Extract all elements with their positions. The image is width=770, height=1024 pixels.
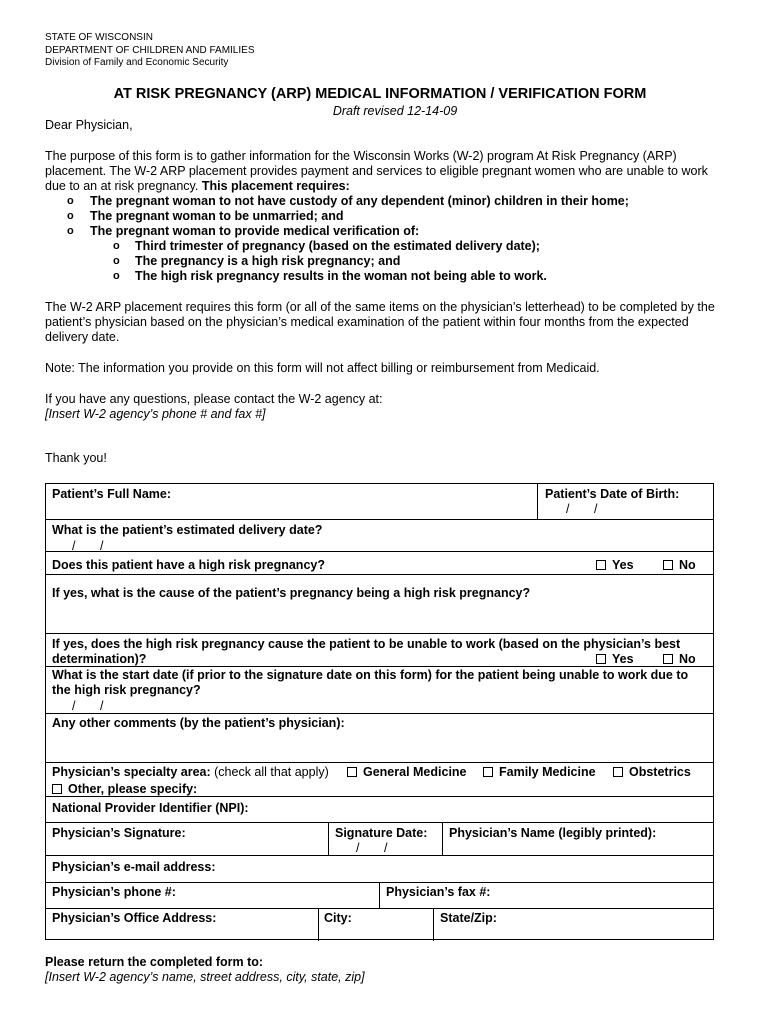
checkbox-icon[interactable]: [663, 654, 673, 664]
state-zip-label: State/Zip:: [440, 911, 497, 925]
date-slash: /: [100, 699, 104, 713]
requirement-item: o The pregnant woman to provide medical verification of:: [67, 223, 420, 238]
intro-text: The purpose of this form is to gather information for the Wisconsin Works (W-2) program At Risk Pregnancy (ARP) placement. The W-2 ARP placement provides payment and services to eligible pregnant women who are unable to work due to an at risk pregnancy.: [45, 148, 708, 193]
city-label: City:: [324, 911, 352, 925]
medicaid-note: Note: The information you provide on this form will not affect billing or reimbursement from Medicaid.: [45, 360, 600, 375]
placement-paragraph: The W-2 ARP placement requires this form (or all of the same items on the physician’s letterhead) to be completed by the patient’s physician based on the physician’s medical examination of the patient within four months from the expected delivery date.: [45, 299, 715, 344]
intro-paragraph: [45, 149, 715, 194]
verification-form-table: [45, 483, 714, 940]
thank-you: Thank you!: [45, 450, 107, 465]
requirement-item: o The pregnant woman to be unmarried; and: [67, 208, 344, 223]
checkbox-icon[interactable]: [52, 784, 62, 794]
start-date-question-line1: What is the start date (if prior to the signature date on this form) for the patient being unable to work due to: [52, 668, 689, 682]
specialty-general-medicine[interactable]: General Medicine: [347, 765, 467, 780]
cause-question: If yes, what is the cause of the patient’s pregnancy being a high risk pregnancy?: [52, 586, 531, 600]
high-risk-question: Does this patient have a high risk pregnancy?: [52, 558, 325, 572]
date-slash: /: [72, 539, 76, 553]
agency-header: [45, 32, 715, 70]
checkbox-icon[interactable]: [483, 767, 493, 777]
requirement-item: o The pregnant woman to not have custody of any dependent (minor) children in their home;: [67, 193, 629, 208]
draft-revision: Draft revised 12-14-09: [332, 103, 458, 118]
verification-item: o The high risk pregnancy results in the woman not being able to work.: [113, 268, 547, 283]
contact-line: If you have any questions, please contact the W-2 agency at:: [45, 391, 383, 406]
specialty-area-label: Physician’s specialty area: (check all that apply): [52, 765, 329, 779]
header-division: Division of Family and Economic Security: [45, 57, 229, 68]
return-label: Please return the completed form to:: [45, 955, 264, 969]
specialty-family-medicine[interactable]: Family Medicine: [483, 765, 596, 780]
patient-dob-label: Patient’s Date of Birth:: [545, 487, 680, 501]
email-label: Physician’s e-mail address:: [52, 860, 216, 874]
return-placeholder: [Insert W-2 agency’s name, street address, city, state, zip]: [45, 970, 365, 984]
unable-work-question-line2: determination)?: [52, 652, 147, 666]
unable-work-yes[interactable]: Yes: [596, 652, 634, 667]
checkbox-icon[interactable]: [596, 654, 606, 664]
start-date-question-line2: the high risk pregnancy?: [52, 683, 201, 697]
bullet-marker: o: [67, 224, 74, 237]
unable-work-question-line1: If yes, does the high risk pregnancy cause the patient to be unable to work (based on the physician’s best: [52, 637, 681, 651]
intro-bold: This placement requires:: [201, 178, 350, 193]
high-risk-no[interactable]: No: [663, 558, 696, 573]
bullet-marker: o: [67, 209, 74, 222]
contact-placeholder: [Insert W-2 agency’s phone # and fax #]: [45, 406, 266, 421]
specialty-obstetrics[interactable]: Obstetrics: [613, 765, 691, 780]
unable-work-no[interactable]: No: [663, 652, 696, 667]
verification-item: o The pregnancy is a high risk pregnancy; and: [113, 253, 401, 268]
specialty-other[interactable]: Other, please specify:: [52, 782, 197, 797]
patient-name-label: Patient’s Full Name:: [52, 487, 172, 501]
date-slash: /: [356, 841, 360, 855]
greeting: Dear Physician,: [45, 117, 133, 132]
phone-label: Physician’s phone #:: [52, 885, 176, 899]
date-slash: /: [384, 841, 388, 855]
office-address-label: Physician’s Office Address:: [52, 911, 217, 925]
checkbox-icon[interactable]: [596, 560, 606, 570]
return-instructions: [45, 955, 365, 985]
date-slash: /: [566, 502, 570, 516]
date-slash: /: [72, 699, 76, 713]
checkbox-icon[interactable]: [347, 767, 357, 777]
checkbox-icon[interactable]: [663, 560, 673, 570]
specialty-hint: (check all that apply): [214, 765, 329, 779]
signature-date-label: Signature Date:: [335, 826, 428, 840]
date-slash: /: [594, 502, 598, 516]
header-state: STATE OF WISCONSIN: [45, 32, 153, 43]
bullet-marker: o: [113, 239, 120, 252]
signature-label: Physician’s Signature:: [52, 826, 186, 840]
bullet-marker: o: [67, 194, 74, 207]
high-risk-yes[interactable]: Yes: [596, 558, 634, 573]
form-title: AT RISK PREGNANCY (ARP) MEDICAL INFORMATION / VERIFICATION FORM: [113, 85, 647, 102]
date-slash: /: [100, 539, 104, 553]
fax-label: Physician’s fax #:: [386, 885, 491, 899]
npi-label: National Provider Identifier (NPI):: [52, 801, 249, 815]
bullet-marker: o: [113, 254, 120, 267]
verification-item: o Third trimester of pregnancy (based on the estimated delivery date);: [113, 238, 540, 253]
delivery-date-label: What is the patient’s estimated delivery date?: [52, 523, 323, 537]
checkbox-icon[interactable]: [613, 767, 623, 777]
bullet-marker: o: [113, 269, 120, 282]
header-department: DEPARTMENT OF CHILDREN AND FAMILIES: [45, 44, 255, 56]
letter: [45, 32, 715, 466]
printed-name-label: Physician’s Name (legibly printed):: [449, 826, 657, 840]
comments-label: Any other comments (by the patient’s physician):: [52, 716, 345, 730]
